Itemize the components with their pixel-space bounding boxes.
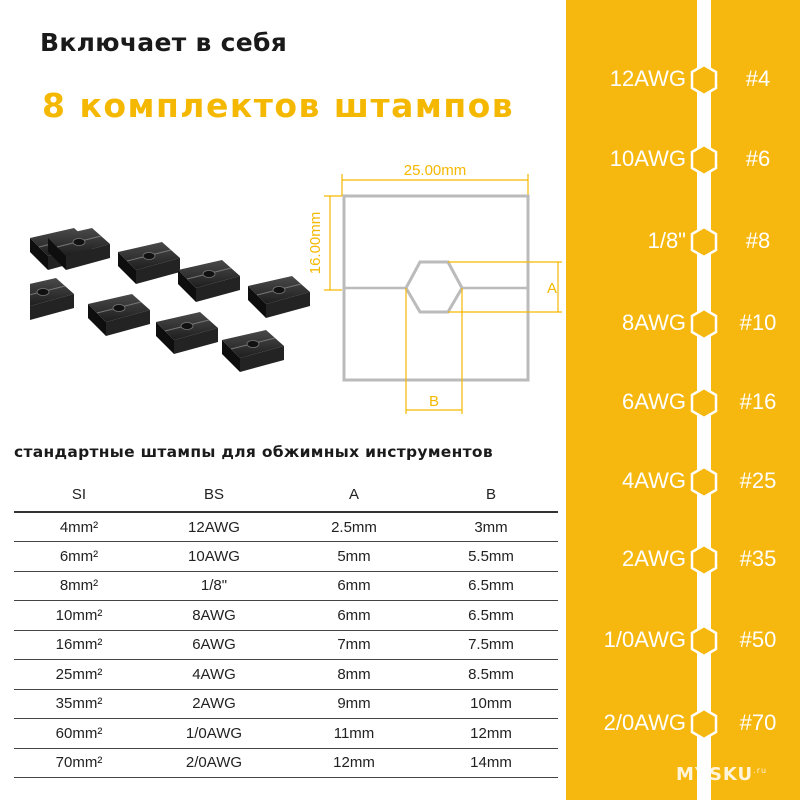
column-header-si: SI bbox=[14, 478, 144, 512]
table-row bbox=[14, 660, 558, 690]
hex-icon bbox=[690, 226, 718, 258]
cell-a: 11mm bbox=[284, 719, 424, 749]
cell-si: 35mm² bbox=[14, 689, 144, 719]
size-number: #70 bbox=[739, 710, 777, 735]
cell-a: 8mm bbox=[284, 660, 424, 690]
cell-a: 6mm bbox=[284, 571, 424, 601]
size-number: #16 bbox=[739, 389, 777, 414]
size-row bbox=[566, 304, 800, 344]
cell-bs: 1/8" bbox=[144, 571, 284, 601]
size-row bbox=[566, 60, 800, 100]
cell-a: 7mm bbox=[284, 630, 424, 660]
size-number: #50 bbox=[739, 627, 777, 652]
table-row bbox=[14, 748, 558, 778]
cell-si: 60mm² bbox=[14, 719, 144, 749]
cell-bs: 2/0AWG bbox=[144, 748, 284, 778]
height-label: 16.00mm bbox=[307, 211, 324, 275]
die-blocks-illustration bbox=[30, 228, 320, 418]
table-row bbox=[14, 719, 558, 749]
size-row bbox=[566, 621, 800, 661]
die-dimension-diagram bbox=[300, 152, 580, 427]
column-header-a: A bbox=[284, 478, 424, 512]
hex-icon bbox=[690, 625, 718, 657]
cell-b: 10mm bbox=[424, 689, 558, 719]
hex-icon bbox=[690, 308, 718, 340]
cell-bs: 8AWG bbox=[144, 601, 284, 631]
die-set-image bbox=[30, 228, 320, 418]
size-awg: 2/0AWG bbox=[603, 710, 686, 735]
column-header-bs: BS bbox=[144, 478, 284, 512]
hex-icon bbox=[690, 466, 718, 498]
watermark-text: MYSKU bbox=[676, 764, 754, 785]
table-row bbox=[14, 630, 558, 660]
cell-si: 70mm² bbox=[14, 748, 144, 778]
watermark bbox=[676, 764, 767, 785]
cell-bs: 4AWG bbox=[144, 660, 284, 690]
table-row bbox=[14, 689, 558, 719]
size-awg: 10AWG bbox=[609, 146, 686, 171]
cell-bs: 6AWG bbox=[144, 630, 284, 660]
cell-b: 5.5mm bbox=[424, 542, 558, 572]
size-awg: 1/0AWG bbox=[603, 627, 686, 652]
cell-a: 12mm bbox=[284, 748, 424, 778]
cell-b: 6.5mm bbox=[424, 601, 558, 631]
table-row bbox=[14, 512, 558, 542]
size-number: #6 bbox=[745, 146, 771, 171]
cell-si: 6mm² bbox=[14, 542, 144, 572]
size-row bbox=[566, 540, 800, 580]
table-row bbox=[14, 571, 558, 601]
cell-a: 5mm bbox=[284, 542, 424, 572]
hex-icon bbox=[690, 64, 718, 96]
cell-b: 14mm bbox=[424, 748, 558, 778]
cell-b: 3mm bbox=[424, 512, 558, 542]
table-header-row bbox=[14, 478, 558, 512]
size-awg: 6AWG bbox=[622, 389, 686, 414]
cell-b: 6.5mm bbox=[424, 571, 558, 601]
size-row bbox=[566, 140, 800, 180]
size-awg: 8AWG bbox=[622, 310, 686, 335]
width-label: 25.00mm bbox=[403, 162, 467, 179]
a-label: A bbox=[546, 280, 558, 297]
die-spec-table bbox=[14, 478, 558, 778]
hex-icon bbox=[690, 544, 718, 576]
watermark-suffix: .ru bbox=[753, 766, 768, 775]
hex-profile bbox=[406, 262, 462, 312]
size-awg: 2AWG bbox=[622, 546, 686, 571]
size-number: #4 bbox=[745, 66, 771, 91]
page-title: Включает в себя bbox=[40, 28, 288, 57]
hex-icon bbox=[690, 144, 718, 176]
size-awg: 1/8" bbox=[647, 228, 686, 253]
page-subtitle: 8 комплектов штампов bbox=[42, 86, 515, 125]
hex-icon bbox=[690, 708, 718, 740]
size-row bbox=[566, 222, 800, 262]
cell-si: 4mm² bbox=[14, 512, 144, 542]
table-row bbox=[14, 601, 558, 631]
size-number: #10 bbox=[739, 310, 777, 335]
cell-a: 2.5mm bbox=[284, 512, 424, 542]
cell-bs: 12AWG bbox=[144, 512, 284, 542]
cell-b: 12mm bbox=[424, 719, 558, 749]
cell-a: 9mm bbox=[284, 689, 424, 719]
size-awg: 12AWG bbox=[609, 66, 686, 91]
cell-a: 6mm bbox=[284, 601, 424, 631]
size-row bbox=[566, 704, 800, 744]
cell-si: 10mm² bbox=[14, 601, 144, 631]
column-header-b: B bbox=[424, 478, 558, 512]
hex-icon bbox=[690, 387, 718, 419]
cell-bs: 10AWG bbox=[144, 542, 284, 572]
size-awg: 4AWG bbox=[622, 468, 686, 493]
size-row bbox=[566, 462, 800, 502]
b-label: B bbox=[428, 393, 440, 410]
cell-si: 25mm² bbox=[14, 660, 144, 690]
cell-si: 8mm² bbox=[14, 571, 144, 601]
size-panel bbox=[566, 0, 800, 800]
size-number: #8 bbox=[745, 228, 771, 253]
cell-si: 16mm² bbox=[14, 630, 144, 660]
cell-b: 8.5mm bbox=[424, 660, 558, 690]
size-row bbox=[566, 383, 800, 423]
size-number: #25 bbox=[739, 468, 777, 493]
table-row bbox=[14, 542, 558, 572]
table-title: стандартные штампы для обжимных инструментов bbox=[14, 443, 493, 461]
cell-bs: 1/0AWG bbox=[144, 719, 284, 749]
cell-b: 7.5mm bbox=[424, 630, 558, 660]
size-number: #35 bbox=[739, 546, 777, 571]
cell-bs: 2AWG bbox=[144, 689, 284, 719]
